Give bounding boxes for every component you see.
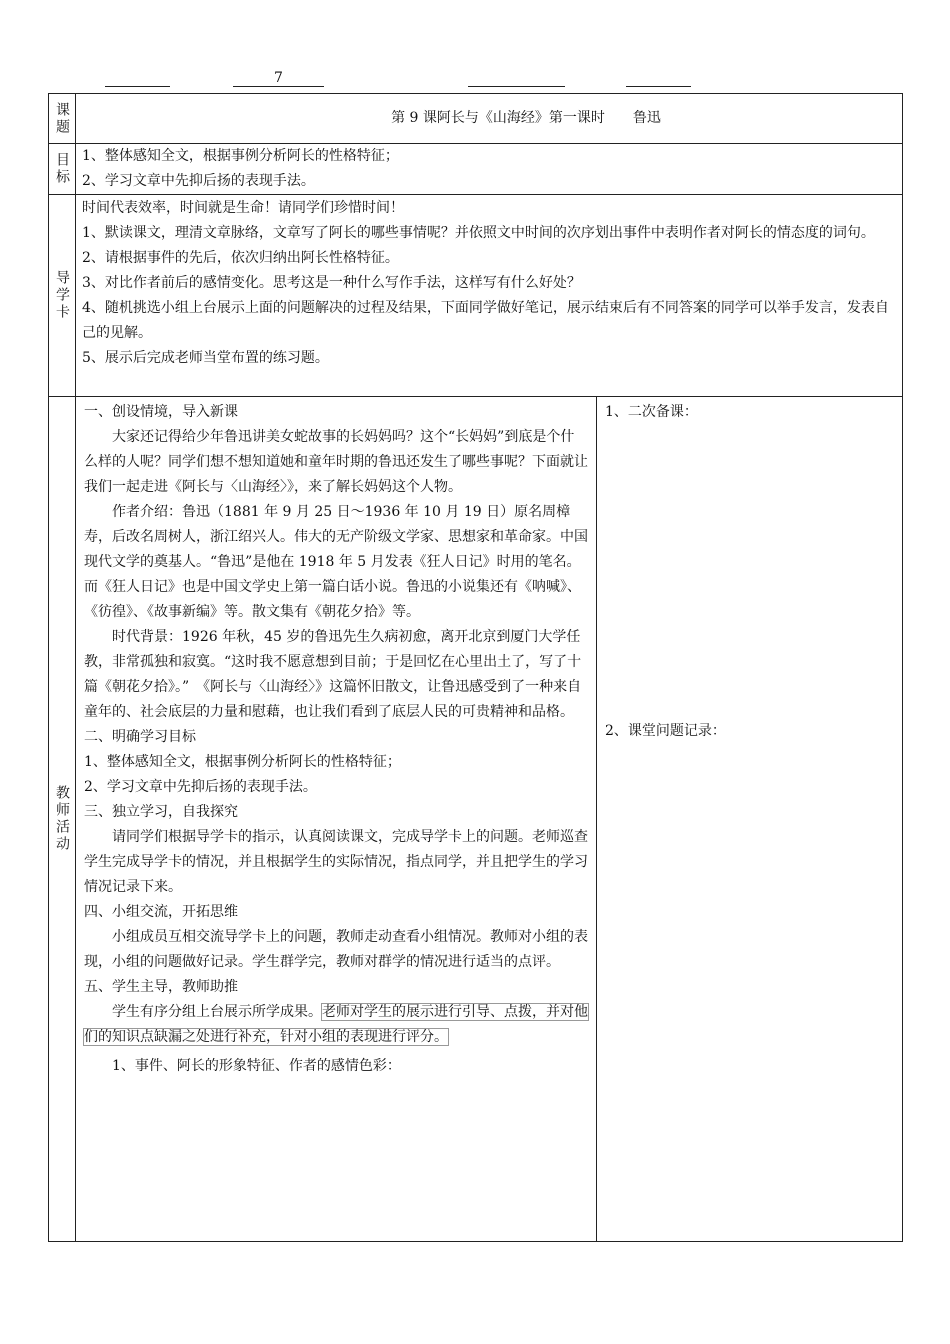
background: 时代背景：1926 年秋，45 岁的鲁迅先生久病初愈，离开北京到厦门大学任教，非常孤独和寂寞。“这时我不愿意想到目前；于是回忆在心里出土了，写了十篇《朝花夕拾》。” 《阿长与〈山海经〉》这篇怀旧散文，让鲁迅感受到了一种来自童年的、社会底层的力量和慰藉，也让我们看到了底层人民的可贵精神和品格。	[84, 629, 582, 720]
paragraph	[84, 1000, 588, 1050]
row-title	[49, 94, 902, 144]
goals-content	[76, 144, 902, 194]
header-blank-4	[626, 86, 691, 87]
section-heading: 一、创设情境，导入新课	[84, 404, 238, 420]
lesson-plan-table	[48, 93, 903, 1242]
goal-item: 2、学习文章中先抑后扬的表现手法。	[82, 173, 315, 189]
row-guide	[49, 195, 902, 397]
row-teacher	[49, 397, 902, 1241]
note-prep: 1、二次备课：	[605, 404, 698, 420]
guide-content	[76, 195, 902, 396]
header-number: 7	[274, 70, 283, 86]
label-teacher: 教师活动	[49, 397, 76, 1241]
author-intro: 作者介绍：鲁迅（1881 年 9 月 25 日～1936 年 10 月 19 日）原名周樟寿，后改名周树人，浙江绍兴人。伟大的无产阶级文学家、思想家和革命家。中国现代文学的奠基人。“鲁迅”是他在 1918 年 5 月发表《狂人日记》时用的笔名。而《狂人日记》也是中国文学史上第一篇白话小说。鲁迅的小说集还有《呐喊》、《彷徨》、《故事新编》等。散文集有《朝花夕拾》等。	[84, 504, 588, 620]
guide-item: 1、默读课文，理清文章脉络，文章写了阿长的哪些事情呢？并依照文中时间的次序划出事件中表明作者对阿长的情态度的词句。	[82, 225, 875, 241]
highlighted-text: 老师对学生的展示进行引导、点拨，并对他们的知识点缺漏之处进行补充，针对小组的表现进行评分。	[84, 1004, 588, 1045]
guide-item: 3、对比作者前后的感情变化。思考这是一种什么写作手法，这样写有什么好处？	[82, 275, 581, 291]
section-heading: 三、独立学习，自我探究	[84, 804, 238, 820]
paragraph-lead: 学生有序分组上台展示所学成果。	[112, 1004, 322, 1020]
section-heading: 五、学生主导，教师助推	[84, 979, 238, 995]
goal-item: 1、整体感知全文，根据事例分析阿长的性格特征；	[82, 148, 399, 164]
lesson-title: 第 9 课阿长与《山海经》第一课时 鲁迅	[391, 110, 661, 126]
header-blank-3	[468, 86, 565, 87]
guide-item: 5、展示后完成老师当堂布置的练习题。	[82, 350, 329, 366]
section-heading: 四、小组交流，开拓思维	[84, 904, 238, 920]
guide-item: 时间代表效率，时间就是生命！请同学们珍惜时间！	[82, 200, 404, 216]
teacher-activity-content	[76, 397, 597, 1241]
sub-item: 1、事件、阿长的形象特征、作者的感情色彩：	[112, 1058, 401, 1074]
label-goals: 目标	[49, 144, 76, 194]
paragraph: 小组成员互相交流导学卡上的问题，教师走动查看小组情况。教师对小组的表现，小组的问题做好记录。学生群学完，教师对群学的情况进行适当的点评。	[84, 929, 588, 970]
paragraph: 大家还记得给少年鲁迅讲美女蛇故事的长妈妈吗？这个“长妈妈”到底是个什么样的人呢？同学们想不想知道她和童年时期的鲁迅还发生了哪些事呢？下面就让我们一起走进《阿长与〈山海经〉》，来了解长妈妈这个人物。	[84, 429, 588, 495]
paragraph: 请同学们根据导学卡的指示，认真阅读课文，完成导学卡上的问题。老师巡查学生完成导学卡的情况，并且根据学生的实际情况，指点同学，并且把学生的学习情况记录下来。	[84, 829, 588, 895]
label-guide: 导学卡	[49, 195, 76, 396]
guide-item: 4、随机挑选小组上台展示上面的问题解决的过程及结果，下面同学做好笔记，展示结束后有不同答案的同学可以举手发言，发表自己的见解。	[82, 300, 889, 341]
goal-item: 1、整体感知全文，根据事例分析阿长的性格特征；	[84, 754, 401, 770]
label-title: 课题	[49, 94, 76, 143]
header-blank-1	[105, 86, 170, 87]
header-blank-2	[233, 86, 324, 87]
note-questions: 2、课堂问题记录：	[605, 723, 726, 739]
notes-column	[597, 397, 902, 1241]
goal-item: 2、学习文章中先抑后扬的表现手法。	[84, 779, 317, 795]
row-goals	[49, 144, 902, 195]
section-heading: 二、明确学习目标	[84, 729, 196, 745]
guide-item: 2、请根据事件的先后，依次归纳出阿长性格特征。	[82, 250, 399, 266]
